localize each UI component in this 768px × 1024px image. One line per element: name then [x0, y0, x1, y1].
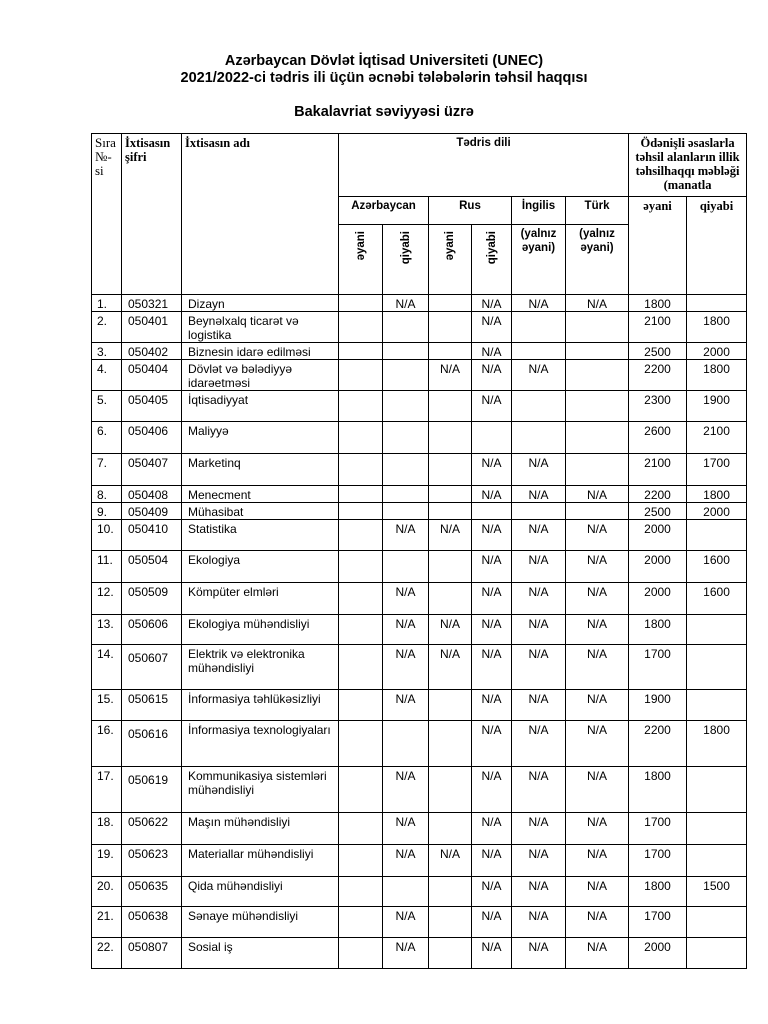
row-name: Maliyyə — [182, 422, 339, 454]
row-ru-parttime — [472, 422, 512, 454]
row-number: 3. — [92, 343, 122, 360]
row-name: Dövlət və bələdiyyə idarəetməsi — [182, 360, 339, 391]
table-row — [92, 938, 747, 969]
row-code: 050623 — [122, 845, 182, 877]
row-ru-parttime: N/A — [472, 645, 512, 690]
table-row — [92, 551, 747, 583]
row-number: 12. — [92, 583, 122, 615]
university-title: Azərbaycan Dövlət İqtisad Universiteti (UNEC) — [224, 53, 544, 69]
row-turkish — [566, 454, 629, 486]
row-az-parttime — [383, 503, 429, 520]
row-number: 14. — [92, 645, 122, 690]
row-ru-fulltime — [429, 938, 472, 969]
row-name: Menecment — [182, 486, 339, 503]
row-ru-fulltime: N/A — [429, 520, 472, 551]
row-name: İnformasiya texnologiyaları — [182, 721, 339, 767]
row-fee-parttime — [687, 907, 747, 938]
row-fee-fulltime: 2000 — [629, 520, 687, 551]
row-name: Maşın mühəndisliyi — [182, 813, 339, 845]
row-ru-parttime: N/A — [472, 721, 512, 767]
row-fee-fulltime: 1900 — [629, 690, 687, 721]
row-name: Beynəlxalq ticarət və logistika — [182, 312, 339, 343]
table-row — [92, 343, 747, 360]
table-row — [92, 391, 747, 422]
row-english: N/A — [512, 615, 566, 645]
row-fee-parttime: 1500 — [687, 877, 747, 907]
row-code: 050606 — [122, 615, 182, 645]
header-name: İxtisasın adı — [182, 134, 339, 295]
row-name: Ekologiya — [182, 551, 339, 583]
header-code: İxtisasın şifri — [122, 134, 182, 295]
tuition-fee-table — [91, 133, 747, 969]
row-ru-parttime: N/A — [472, 343, 512, 360]
row-code: 050635 — [122, 877, 182, 907]
row-code: 050410 — [122, 520, 182, 551]
row-ru-parttime: N/A — [472, 767, 512, 813]
row-turkish: N/A — [566, 690, 629, 721]
row-turkish: N/A — [566, 615, 629, 645]
table-row — [92, 422, 747, 454]
row-fee-parttime: 1800 — [687, 486, 747, 503]
row-english: N/A — [512, 907, 566, 938]
row-az-parttime: N/A — [383, 907, 429, 938]
row-name: Kommunikasiya sistemləri mühəndisliyi — [182, 767, 339, 813]
row-number: 16. — [92, 721, 122, 767]
header-az-parttime: qiyabi — [399, 231, 412, 265]
row-english — [512, 391, 566, 422]
table-row — [92, 486, 747, 503]
document-subtitle: 2021/2022-ci tədris ili üçün əcnəbi tələbələrin təhsil haqqısı — [180, 70, 588, 86]
header-az-parttime-cell — [383, 225, 429, 295]
row-english: N/A — [512, 295, 566, 312]
header-turkish-note: (yalnız əyani) — [566, 225, 629, 295]
row-code: 050807 — [122, 938, 182, 969]
row-ru-parttime: N/A — [472, 877, 512, 907]
row-az-fulltime — [339, 454, 383, 486]
row-code: 050607 — [122, 645, 182, 690]
row-az-fulltime — [339, 938, 383, 969]
row-ru-parttime: N/A — [472, 907, 512, 938]
row-number: 18. — [92, 813, 122, 845]
row-number: 8. — [92, 486, 122, 503]
row-english — [512, 503, 566, 520]
row-turkish: N/A — [566, 583, 629, 615]
row-turkish: N/A — [566, 767, 629, 813]
row-name: Sənaye mühəndisliyi — [182, 907, 339, 938]
row-turkish: N/A — [566, 520, 629, 551]
row-number: 13. — [92, 615, 122, 645]
row-turkish: N/A — [566, 551, 629, 583]
row-ru-fulltime — [429, 454, 472, 486]
table-row — [92, 907, 747, 938]
row-az-parttime — [383, 721, 429, 767]
row-ru-parttime: N/A — [472, 615, 512, 645]
row-turkish: N/A — [566, 645, 629, 690]
row-fee-fulltime: 1700 — [629, 845, 687, 877]
row-english — [512, 343, 566, 360]
row-fee-fulltime: 1800 — [629, 615, 687, 645]
row-az-parttime: N/A — [383, 767, 429, 813]
row-turkish — [566, 343, 629, 360]
header-azerbaijani: Azərbaycan — [339, 197, 429, 225]
row-ru-fulltime — [429, 877, 472, 907]
header-ru-parttime-cell — [472, 225, 512, 295]
row-fee-parttime: 1600 — [687, 583, 747, 615]
row-turkish — [566, 391, 629, 422]
row-az-parttime: N/A — [383, 295, 429, 312]
row-number: 19. — [92, 845, 122, 877]
row-az-fulltime — [339, 486, 383, 503]
row-az-fulltime — [339, 615, 383, 645]
row-english: N/A — [512, 454, 566, 486]
row-az-parttime: N/A — [383, 583, 429, 615]
row-az-fulltime — [339, 583, 383, 615]
row-ru-fulltime — [429, 312, 472, 343]
row-code: 050638 — [122, 907, 182, 938]
header-annual-fee: Ödənişli əsaslarla təhsil alanların illik təhsilhaqqı məbləği (manatla — [629, 134, 747, 197]
row-fee-fulltime: 1800 — [629, 767, 687, 813]
row-name: Mühasibat — [182, 503, 339, 520]
row-az-parttime: N/A — [383, 645, 429, 690]
row-ru-fulltime — [429, 503, 472, 520]
row-name: İqtisadiyyat — [182, 391, 339, 422]
row-az-fulltime — [339, 551, 383, 583]
row-fee-fulltime: 2100 — [629, 312, 687, 343]
row-code: 050409 — [122, 503, 182, 520]
row-az-parttime — [383, 486, 429, 503]
row-fee-parttime: 2000 — [687, 343, 747, 360]
row-turkish — [566, 503, 629, 520]
row-turkish: N/A — [566, 295, 629, 312]
row-fee-parttime — [687, 690, 747, 721]
row-az-fulltime — [339, 295, 383, 312]
row-name: Kömpüter elmləri — [182, 583, 339, 615]
header-russian: Rus — [429, 197, 512, 225]
header-language: Tədris dili — [339, 134, 629, 197]
row-fee-fulltime: 2200 — [629, 721, 687, 767]
row-english: N/A — [512, 520, 566, 551]
row-number: 17. — [92, 767, 122, 813]
row-ru-parttime — [472, 503, 512, 520]
row-az-parttime — [383, 312, 429, 343]
row-ru-parttime: N/A — [472, 486, 512, 503]
row-number: 22. — [92, 938, 122, 969]
row-code: 050615 — [122, 690, 182, 721]
row-english: N/A — [512, 690, 566, 721]
table-row — [92, 312, 747, 343]
row-ru-fulltime — [429, 486, 472, 503]
row-name: Marketinq — [182, 454, 339, 486]
row-code: 050406 — [122, 422, 182, 454]
table-row — [92, 360, 747, 391]
row-ru-fulltime: N/A — [429, 360, 472, 391]
row-fee-parttime — [687, 645, 747, 690]
row-name: İnformasiya təhlükəsizliyi — [182, 690, 339, 721]
row-fee-parttime — [687, 938, 747, 969]
row-fee-fulltime: 1800 — [629, 877, 687, 907]
table-row — [92, 503, 747, 520]
row-az-parttime — [383, 343, 429, 360]
row-ru-fulltime — [429, 295, 472, 312]
row-english: N/A — [512, 877, 566, 907]
row-fee-parttime: 2000 — [687, 503, 747, 520]
table-row — [92, 454, 747, 486]
row-fee-fulltime: 1700 — [629, 907, 687, 938]
table-row — [92, 645, 747, 690]
row-code: 050408 — [122, 486, 182, 503]
row-az-parttime: N/A — [383, 938, 429, 969]
row-fee-parttime — [687, 845, 747, 877]
row-ru-fulltime — [429, 551, 472, 583]
row-code: 050401 — [122, 312, 182, 343]
row-ru-parttime: N/A — [472, 845, 512, 877]
row-name: Statistika — [182, 520, 339, 551]
row-ru-fulltime — [429, 422, 472, 454]
row-ru-parttime: N/A — [472, 360, 512, 391]
row-ru-parttime: N/A — [472, 938, 512, 969]
row-az-parttime — [383, 551, 429, 583]
row-ru-parttime: N/A — [472, 690, 512, 721]
row-fee-fulltime: 2600 — [629, 422, 687, 454]
row-fee-fulltime: 2500 — [629, 503, 687, 520]
header-ru-fulltime: əyani — [444, 231, 456, 261]
row-turkish: N/A — [566, 486, 629, 503]
row-fee-fulltime: 2500 — [629, 343, 687, 360]
row-ru-fulltime — [429, 343, 472, 360]
row-number: 15. — [92, 690, 122, 721]
row-az-fulltime — [339, 312, 383, 343]
row-az-parttime: N/A — [383, 615, 429, 645]
row-fee-fulltime: 2200 — [629, 360, 687, 391]
row-fee-parttime — [687, 520, 747, 551]
row-ru-parttime: N/A — [472, 583, 512, 615]
row-fee-parttime — [687, 767, 747, 813]
row-english: N/A — [512, 813, 566, 845]
row-number: 4. — [92, 360, 122, 391]
header-english-note: (yalnız əyani) — [512, 225, 566, 295]
row-name: Sosial iş — [182, 938, 339, 969]
row-az-parttime — [383, 454, 429, 486]
row-fee-parttime: 1900 — [687, 391, 747, 422]
row-name: Materiallar mühəndisliyi — [182, 845, 339, 877]
row-az-parttime — [383, 391, 429, 422]
row-ru-fulltime — [429, 813, 472, 845]
header-ru-parttime: qiyabi — [485, 231, 498, 265]
row-turkish: N/A — [566, 845, 629, 877]
row-fee-fulltime: 2000 — [629, 583, 687, 615]
row-fee-parttime: 1800 — [687, 312, 747, 343]
row-ru-fulltime — [429, 690, 472, 721]
row-name: Qida mühəndisliyi — [182, 877, 339, 907]
row-fee-fulltime: 1800 — [629, 295, 687, 312]
table-row — [92, 767, 747, 813]
table-row — [92, 690, 747, 721]
table-row — [92, 615, 747, 645]
row-az-fulltime — [339, 845, 383, 877]
row-ru-parttime: N/A — [472, 813, 512, 845]
row-code: 050407 — [122, 454, 182, 486]
row-english — [512, 422, 566, 454]
row-ru-parttime: N/A — [472, 391, 512, 422]
row-fee-parttime: 1800 — [687, 721, 747, 767]
row-az-parttime: N/A — [383, 845, 429, 877]
table-row — [92, 813, 747, 845]
header-ru-fulltime-cell — [429, 225, 472, 295]
row-code: 050616 — [122, 721, 182, 767]
table-row — [92, 845, 747, 877]
row-ru-fulltime: N/A — [429, 645, 472, 690]
row-turkish: N/A — [566, 907, 629, 938]
table-row — [92, 877, 747, 907]
header-fee-fulltime: əyani — [629, 197, 687, 295]
row-number: 2. — [92, 312, 122, 343]
header-row-number: Sıra №-si — [92, 134, 122, 295]
row-name: Dizayn — [182, 295, 339, 312]
row-az-fulltime — [339, 690, 383, 721]
row-number: 6. — [92, 422, 122, 454]
row-fee-parttime: 1600 — [687, 551, 747, 583]
table-row — [92, 295, 747, 312]
row-number: 5. — [92, 391, 122, 422]
row-code: 050405 — [122, 391, 182, 422]
row-name: Ekologiya mühəndisliyi — [182, 615, 339, 645]
header-az-fulltime-cell — [339, 225, 383, 295]
row-az-fulltime — [339, 503, 383, 520]
row-ru-fulltime — [429, 721, 472, 767]
row-english: N/A — [512, 721, 566, 767]
row-fee-fulltime: 2100 — [629, 454, 687, 486]
row-az-fulltime — [339, 813, 383, 845]
table-row — [92, 520, 747, 551]
row-code: 050504 — [122, 551, 182, 583]
row-number: 21. — [92, 907, 122, 938]
row-english: N/A — [512, 551, 566, 583]
row-az-fulltime — [339, 422, 383, 454]
row-turkish — [566, 312, 629, 343]
row-az-fulltime — [339, 907, 383, 938]
row-number: 1. — [92, 295, 122, 312]
row-fee-parttime — [687, 813, 747, 845]
row-fee-fulltime: 2000 — [629, 938, 687, 969]
row-english: N/A — [512, 583, 566, 615]
row-number: 11. — [92, 551, 122, 583]
row-az-fulltime — [339, 360, 383, 391]
row-ru-parttime: N/A — [472, 312, 512, 343]
row-az-parttime: N/A — [383, 690, 429, 721]
row-code: 050619 — [122, 767, 182, 813]
row-turkish: N/A — [566, 721, 629, 767]
row-ru-parttime: N/A — [472, 454, 512, 486]
table-row — [92, 583, 747, 615]
row-code: 050622 — [122, 813, 182, 845]
row-turkish: N/A — [566, 813, 629, 845]
row-number: 20. — [92, 877, 122, 907]
row-ru-parttime: N/A — [472, 551, 512, 583]
row-az-fulltime — [339, 343, 383, 360]
row-turkish — [566, 360, 629, 391]
row-turkish: N/A — [566, 877, 629, 907]
row-ru-fulltime — [429, 907, 472, 938]
row-code: 050321 — [122, 295, 182, 312]
row-number: 9. — [92, 503, 122, 520]
row-english: N/A — [512, 486, 566, 503]
row-code: 050402 — [122, 343, 182, 360]
row-az-parttime — [383, 360, 429, 391]
row-fee-parttime: 1800 — [687, 360, 747, 391]
fee-rows — [92, 295, 747, 969]
row-code: 050404 — [122, 360, 182, 391]
row-ru-fulltime — [429, 767, 472, 813]
row-number: 10. — [92, 520, 122, 551]
row-ru-fulltime — [429, 391, 472, 422]
row-name: Elektrik və elektronika mühəndisliyi — [182, 645, 339, 690]
header-az-fulltime: əyani — [354, 231, 367, 261]
row-fee-fulltime: 2200 — [629, 486, 687, 503]
row-english: N/A — [512, 767, 566, 813]
row-turkish — [566, 422, 629, 454]
level-heading: Bakalavriat səviyyəsi üzrə — [294, 104, 474, 120]
row-az-parttime — [383, 422, 429, 454]
row-fee-parttime — [687, 615, 747, 645]
row-number: 7. — [92, 454, 122, 486]
row-ru-fulltime — [429, 583, 472, 615]
row-fee-parttime: 2100 — [687, 422, 747, 454]
row-fee-parttime: 1700 — [687, 454, 747, 486]
row-english — [512, 312, 566, 343]
header-english: İngilis — [512, 197, 566, 225]
row-english: N/A — [512, 360, 566, 391]
row-english: N/A — [512, 645, 566, 690]
row-name: Biznesin idarə edilməsi — [182, 343, 339, 360]
row-ru-parttime: N/A — [472, 520, 512, 551]
row-english: N/A — [512, 938, 566, 969]
row-ru-fulltime: N/A — [429, 845, 472, 877]
row-ru-fulltime: N/A — [429, 615, 472, 645]
row-fee-fulltime: 2300 — [629, 391, 687, 422]
row-code: 050509 — [122, 583, 182, 615]
row-az-fulltime — [339, 520, 383, 551]
row-fee-fulltime: 2000 — [629, 551, 687, 583]
row-az-fulltime — [339, 645, 383, 690]
row-fee-fulltime: 1700 — [629, 813, 687, 845]
row-english: N/A — [512, 845, 566, 877]
row-az-fulltime — [339, 877, 383, 907]
row-az-fulltime — [339, 721, 383, 767]
row-ru-parttime: N/A — [472, 295, 512, 312]
table-row — [92, 721, 747, 767]
row-turkish: N/A — [566, 938, 629, 969]
row-az-parttime — [383, 877, 429, 907]
header-fee-parttime: qiyabi — [687, 197, 747, 295]
row-az-fulltime — [339, 391, 383, 422]
row-fee-fulltime: 1700 — [629, 645, 687, 690]
row-fee-parttime — [687, 295, 747, 312]
row-az-parttime: N/A — [383, 813, 429, 845]
row-az-parttime: N/A — [383, 520, 429, 551]
row-az-fulltime — [339, 767, 383, 813]
header-turkish: Türk — [566, 197, 629, 225]
